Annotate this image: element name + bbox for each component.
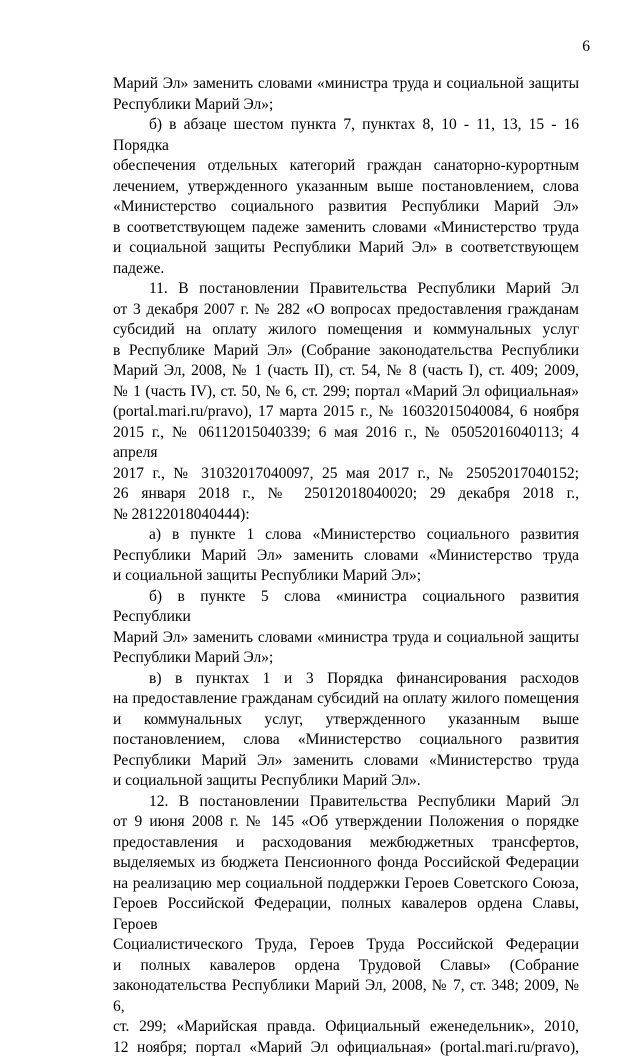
text-line: субсидий на оплату жилого помещения и коммунальных услуг bbox=[113, 320, 579, 341]
text-line: Республики Марий Эл» заменить словами «Министерство труда bbox=[113, 546, 579, 567]
text-line: 2017 г., № 31032017040097, 25 мая 2017 г., № 25052017040152; bbox=[113, 464, 579, 485]
paragraph bbox=[113, 279, 579, 525]
paragraph bbox=[113, 587, 579, 669]
text-line: Республики Марий Эл»; bbox=[113, 648, 579, 669]
text-line: постановлением, слова «Министерство социального развития bbox=[113, 730, 579, 751]
text-line: «Министерство социального развития Республики Марий Эл» bbox=[113, 197, 579, 218]
text-line: № 28122018040444): bbox=[113, 505, 579, 526]
text-line: 11. В постановлении Правительства Республики Марий Эл bbox=[113, 279, 579, 300]
paragraph bbox=[113, 115, 579, 279]
text-line: 12. В постановлении Правительства Республики Марий Эл bbox=[113, 792, 579, 813]
text-line: и социальной защиты Республики Марий Эл». bbox=[113, 771, 579, 792]
text-line: Марий Эл, 2008, № 1 (часть II), ст. 54, № 8 (часть I), ст. 409; 2009, bbox=[113, 361, 579, 382]
text-line: Социалистического Труда, Героев Труда Российской Федерации bbox=[113, 935, 579, 956]
text-line: и полных кавалеров ордена Трудовой Славы» (Собрание bbox=[113, 956, 579, 977]
document-body bbox=[113, 74, 579, 1058]
text-line: 12 ноября; портал «Марий Эл официальная» (portal.mari.ru/pravo), bbox=[113, 1038, 579, 1058]
text-line: ст. 299; «Марийская правда. Официальный еженедельник», 2010, bbox=[113, 1017, 579, 1038]
text-line: и социальной защиты Республики Марий Эл» в соответствующем bbox=[113, 238, 579, 259]
text-line: лечением, утвержденного указанным выше постановлением, слова bbox=[113, 177, 579, 198]
text-line: и социальной защиты Республики Марий Эл»; bbox=[113, 566, 579, 587]
text-line: Марий Эл» заменить словами «министра труда и социальной защиты bbox=[113, 628, 579, 649]
text-line: обеспечения отдельных категорий граждан санаторно-курортным bbox=[113, 156, 579, 177]
paragraph bbox=[113, 792, 579, 1058]
text-line: 2015 г., № 06112015040339; 6 мая 2016 г., № 05052016040113; 4 апреля bbox=[113, 423, 579, 464]
text-line: Республики Марий Эл»; bbox=[113, 95, 579, 116]
page-number: 6 bbox=[582, 38, 590, 56]
text-line: Героев Российской Федерации, полных кавалеров ордена Славы, Героев bbox=[113, 894, 579, 935]
paragraph bbox=[113, 74, 579, 115]
text-line: и коммунальных услуг, утвержденного указанным выше bbox=[113, 710, 579, 731]
text-line: предоставления и расходования межбюджетных трансфертов, bbox=[113, 833, 579, 854]
text-line: законодательства Республики Марий Эл, 2008, № 7, ст. 348; 2009, № 6, bbox=[113, 976, 579, 1017]
text-line: б) в абзаце шестом пункта 7, пунктах 8, 10 - 11, 13, 15 - 16 Порядка bbox=[113, 115, 579, 156]
text-line: Республики Марий Эл» заменить словами «Министерство труда bbox=[113, 751, 579, 772]
text-line: падеже. bbox=[113, 259, 579, 280]
text-line: от 9 июня 2008 г. № 145 «Об утверждении Положения о порядке bbox=[113, 812, 579, 833]
paragraph bbox=[113, 525, 579, 587]
paragraph bbox=[113, 669, 579, 792]
text-line: в соответствующем падеже заменить словами «Министерство труда bbox=[113, 218, 579, 239]
text-line: (portal.mari.ru/pravo), 17 марта 2015 г., № 16032015040084, 6 ноября bbox=[113, 402, 579, 423]
text-line: 26 января 2018 г., № 25012018040020; 29 декабря 2018 г., bbox=[113, 484, 579, 505]
text-line: б) в пункте 5 слова «министра социального развития Республики bbox=[113, 587, 579, 628]
text-line: а) в пункте 1 слова «Министерство социального развития bbox=[113, 525, 579, 546]
text-line: Марий Эл» заменить словами «министра труда и социальной защиты bbox=[113, 74, 579, 95]
text-line: в) в пунктах 1 и 3 Порядка финансирования расходов bbox=[113, 669, 579, 690]
text-line: на предоставление гражданам субсидий на оплату жилого помещения bbox=[113, 689, 579, 710]
text-line: на реализацию мер социальной поддержки Героев Советского Союза, bbox=[113, 874, 579, 895]
text-line: выделяемых из бюджета Пенсионного фонда Российской Федерации bbox=[113, 853, 579, 874]
text-line: от 3 декабря 2007 г. № 282 «О вопросах предоставления гражданам bbox=[113, 300, 579, 321]
text-line: в Республике Марий Эл» (Собрание законодательства Республики bbox=[113, 341, 579, 362]
text-line: № 1 (часть IV), ст. 50, № 6, ст. 299; портал «Марий Эл официальная» bbox=[113, 382, 579, 403]
